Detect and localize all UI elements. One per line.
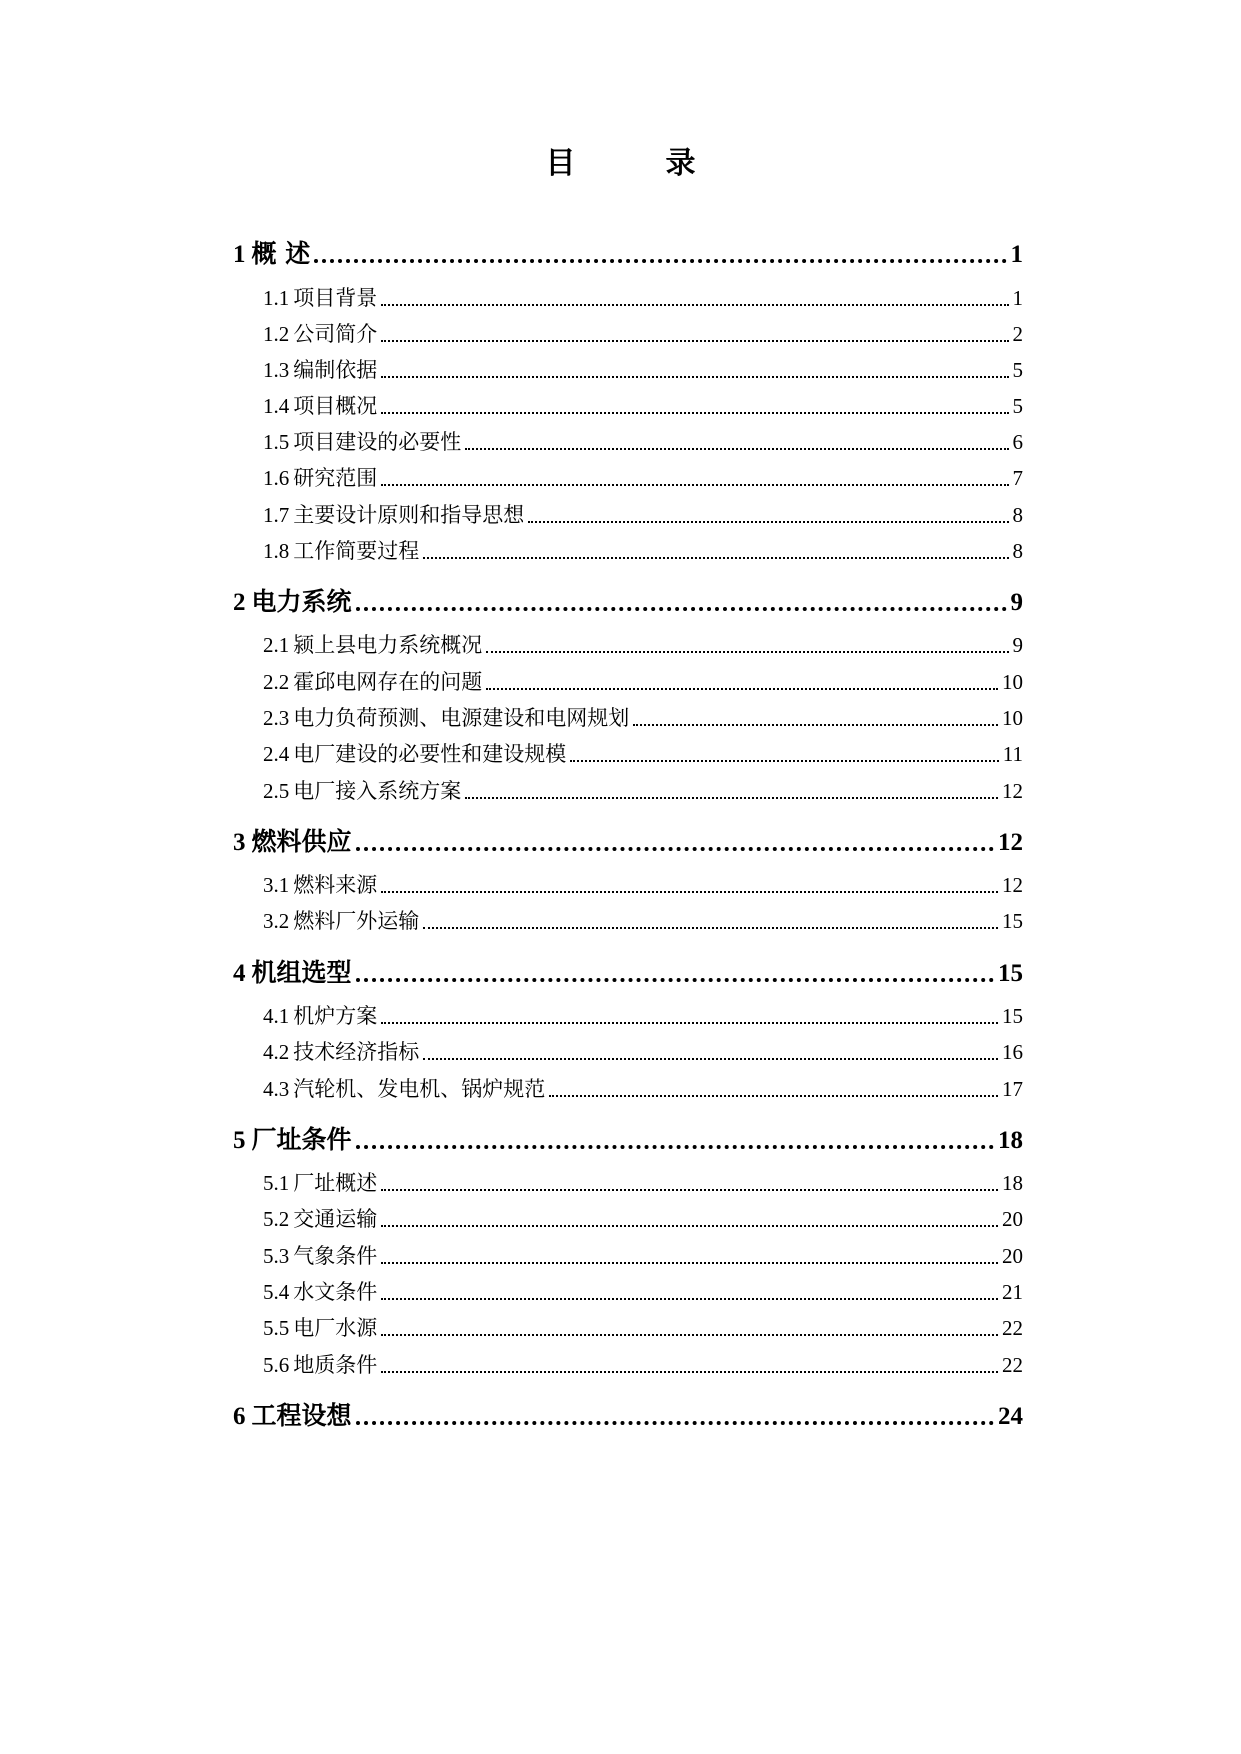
toc-entry-label: 电厂建设的必要性和建设规模 (293, 742, 567, 766)
toc-dot-leader (465, 448, 1008, 450)
toc-dot-leader (314, 259, 1006, 263)
toc-entry-page-number: 16 (1002, 1040, 1023, 1064)
toc-dot-leader (633, 724, 998, 726)
toc-entry-label: 机组选型 (251, 958, 352, 987)
toc-entry-label: 项目概况 (293, 394, 378, 418)
toc-entry-label: 霍邱电网存在的问题 (293, 670, 483, 694)
toc-dot-leader (570, 760, 999, 762)
toc-entry-label: 燃料来源 (293, 873, 378, 897)
toc-entry-label: 电厂接入系统方案 (293, 779, 462, 803)
toc-entry-label: 电力系统 (251, 587, 352, 616)
toc-entry-number: 2 (233, 589, 246, 616)
toc-section-entry[interactable] (263, 1240, 1023, 1270)
toc-entry-page-number: 18 (998, 1127, 1023, 1154)
toc-section-entry[interactable] (263, 775, 1023, 805)
toc-entry-label: 编制依据 (293, 358, 378, 382)
toc-entry-number: 4.2 (263, 1040, 290, 1064)
toc-entry-number: 4 (233, 960, 246, 987)
toc-dot-leader (381, 1298, 998, 1300)
toc-section-entry[interactable] (263, 426, 1023, 456)
toc-section-entry[interactable] (263, 282, 1023, 312)
toc-dot-leader (423, 1058, 998, 1060)
toc-section-entry[interactable] (263, 629, 1023, 659)
toc-dot-leader (381, 1022, 998, 1024)
toc-section-entry[interactable] (263, 1000, 1023, 1030)
toc-entry-number: 5.6 (263, 1353, 290, 1377)
toc-dot-leader (486, 651, 1008, 653)
toc-entry-page-number: 17 (1002, 1077, 1023, 1101)
toc-chapter-entry[interactable] (233, 822, 1023, 858)
toc-dot-leader (528, 521, 1008, 523)
toc-section-entry[interactable] (263, 1312, 1023, 1342)
toc-dot-leader (549, 1095, 998, 1097)
toc-entry-label: 电厂水源 (293, 1316, 378, 1340)
toc-section-entry[interactable] (263, 390, 1023, 420)
toc-entry-page-number: 15 (998, 960, 1023, 987)
toc-entry-number: 2.1 (263, 633, 290, 657)
toc-entry-number: 5.4 (263, 1280, 290, 1304)
toc-entry-page-number: 5 (1012, 358, 1023, 382)
toc-entry-label: 技术经济指标 (293, 1040, 420, 1064)
toc-entry-label: 燃料供应 (251, 827, 352, 856)
toc-dot-leader (356, 978, 994, 982)
toc-entry-page-number: 8 (1012, 503, 1023, 527)
toc-entry-label: 厂址概述 (293, 1171, 378, 1195)
toc-entry-page-number: 7 (1012, 466, 1023, 490)
toc-section-entry[interactable] (263, 1203, 1023, 1233)
toc-dot-leader (381, 412, 1008, 414)
toc-section-entry[interactable] (263, 354, 1023, 384)
toc-entry-page-number: 2 (1012, 322, 1023, 346)
toc-dot-leader (381, 1225, 998, 1227)
toc-entry-label: 概 述 (251, 239, 311, 268)
toc-entry-page-number: 22 (1002, 1353, 1023, 1377)
toc-entry-number: 1.8 (263, 539, 290, 563)
toc-section-entry[interactable] (263, 535, 1023, 565)
toc-section-entry[interactable] (263, 702, 1023, 732)
toc-section-entry[interactable] (263, 1036, 1023, 1066)
toc-entry-label: 气象条件 (293, 1244, 378, 1268)
toc-dot-leader (356, 607, 1007, 611)
toc-entry-number: 2.4 (263, 742, 290, 766)
toc-section-entry[interactable] (263, 738, 1023, 768)
toc-dot-leader (356, 847, 994, 851)
toc-dot-leader (381, 1262, 998, 1264)
toc-entry-number: 5.5 (263, 1316, 290, 1340)
toc-entry-page-number: 1 (1010, 241, 1023, 268)
toc-entry-number: 5 (233, 1127, 246, 1154)
toc-entry-label: 水文条件 (293, 1280, 378, 1304)
toc-entry-page-number: 21 (1002, 1280, 1023, 1304)
toc-dot-leader (381, 1189, 998, 1191)
toc-entry-label: 汽轮机、发电机、锅炉规范 (293, 1077, 546, 1101)
toc-section-entry[interactable] (263, 499, 1023, 529)
toc-entry-number: 6 (233, 1403, 246, 1430)
toc-entry-number: 4.3 (263, 1077, 290, 1101)
toc-entry-number: 1.6 (263, 466, 290, 490)
toc-entry-page-number: 15 (1002, 1004, 1023, 1028)
toc-dot-leader (356, 1421, 994, 1425)
toc-entry-label: 机炉方案 (293, 1004, 378, 1028)
toc-entry-page-number: 15 (1002, 909, 1023, 933)
page-title (0, 138, 1241, 182)
toc-entry-number: 4.1 (263, 1004, 290, 1028)
toc-dot-leader (381, 376, 1008, 378)
toc-section-entry[interactable] (263, 462, 1023, 492)
toc-chapter-entry[interactable] (233, 1396, 1023, 1432)
toc-entry-page-number: 10 (1002, 706, 1023, 730)
toc-entry-page-number: 9 (1010, 589, 1023, 616)
toc-section-entry[interactable] (263, 905, 1023, 935)
toc-section-entry[interactable] (263, 1167, 1023, 1197)
toc-entry-number: 1.5 (263, 430, 290, 454)
toc-dot-leader (423, 927, 998, 929)
toc-chapter-entry[interactable] (233, 1120, 1023, 1156)
toc-entry-number: 1.3 (263, 358, 290, 382)
toc-entry-label: 研究范围 (293, 466, 378, 490)
toc-entry-number: 2.2 (263, 670, 290, 694)
toc-section-entry[interactable] (263, 1349, 1023, 1379)
toc-dot-leader (381, 484, 1008, 486)
toc-dot-leader (423, 557, 1008, 559)
toc-entry-number: 1 (233, 241, 246, 268)
toc-dot-leader (465, 797, 998, 799)
toc-entry-page-number: 11 (1002, 742, 1023, 766)
toc-entry-number: 5.2 (263, 1207, 290, 1231)
toc-entry-number: 1.1 (263, 286, 290, 310)
toc-entry-label: 燃料厂外运输 (293, 909, 420, 933)
toc-entry-page-number: 5 (1012, 394, 1023, 418)
toc-dot-leader (381, 1334, 998, 1336)
toc-entry-number: 1.7 (263, 503, 290, 527)
toc-entry-label: 地质条件 (293, 1353, 378, 1377)
toc-entry-number: 2.5 (263, 779, 290, 803)
toc-entry-page-number: 24 (998, 1403, 1023, 1430)
toc-entry-label: 电力负荷预测、电源建设和电网规划 (293, 706, 630, 730)
toc-entry-page-number: 10 (1002, 670, 1023, 694)
toc-entry-number: 3.2 (263, 909, 290, 933)
toc-dot-leader (356, 1145, 994, 1149)
page-title-part1: 目 (545, 146, 576, 181)
toc-dot-leader (486, 688, 998, 690)
toc-entry-number: 3.1 (263, 873, 290, 897)
toc-entry-page-number: 20 (1002, 1207, 1023, 1231)
toc-entry-page-number: 1 (1012, 286, 1023, 310)
toc-dot-leader (381, 1371, 998, 1373)
toc-entry-number: 2.3 (263, 706, 290, 730)
toc-entry-page-number: 12 (1002, 779, 1023, 803)
toc-section-entry[interactable] (263, 869, 1023, 899)
toc-entry-label: 工程设想 (251, 1401, 352, 1430)
toc-entry-label: 颍上县电力系统概况 (293, 633, 483, 657)
toc-entry-page-number: 6 (1012, 430, 1023, 454)
toc-entry-page-number: 22 (1002, 1316, 1023, 1340)
toc-entry-number: 5.3 (263, 1244, 290, 1268)
toc-entry-label: 主要设计原则和指导思想 (293, 503, 525, 527)
toc-entry-page-number: 12 (1002, 873, 1023, 897)
toc-entry-number: 1.2 (263, 322, 290, 346)
toc-entry-page-number: 18 (1002, 1171, 1023, 1195)
toc-dot-leader (381, 340, 1008, 342)
toc-section-entry[interactable] (263, 1276, 1023, 1306)
toc-entry-label: 项目背景 (293, 286, 378, 310)
toc-entry-label: 项目建设的必要性 (293, 430, 462, 454)
toc-entry-label: 工作简要过程 (293, 539, 420, 563)
toc-entry-number: 3 (233, 829, 246, 856)
toc-entry-label: 交通运输 (293, 1207, 378, 1231)
toc-section-entry[interactable] (263, 318, 1023, 348)
toc-dot-leader (381, 304, 1008, 306)
toc-entry-label: 厂址条件 (251, 1125, 352, 1154)
toc-entry-page-number: 9 (1012, 633, 1023, 657)
toc-section-entry[interactable] (263, 666, 1023, 696)
toc-entry-page-number: 8 (1012, 539, 1023, 563)
toc-chapter-entry[interactable] (233, 582, 1023, 618)
toc-entry-number: 1.4 (263, 394, 290, 418)
toc-dot-leader (381, 891, 998, 893)
page-title-part2: 录 (665, 146, 696, 181)
toc-chapter-entry[interactable] (233, 234, 1023, 270)
toc-chapter-entry[interactable] (233, 953, 1023, 989)
toc-entry-page-number: 20 (1002, 1244, 1023, 1268)
toc-entry-number: 5.1 (263, 1171, 290, 1195)
toc-entry-label: 公司简介 (293, 322, 378, 346)
toc-entry-page-number: 12 (998, 829, 1023, 856)
toc-section-entry[interactable] (263, 1073, 1023, 1103)
